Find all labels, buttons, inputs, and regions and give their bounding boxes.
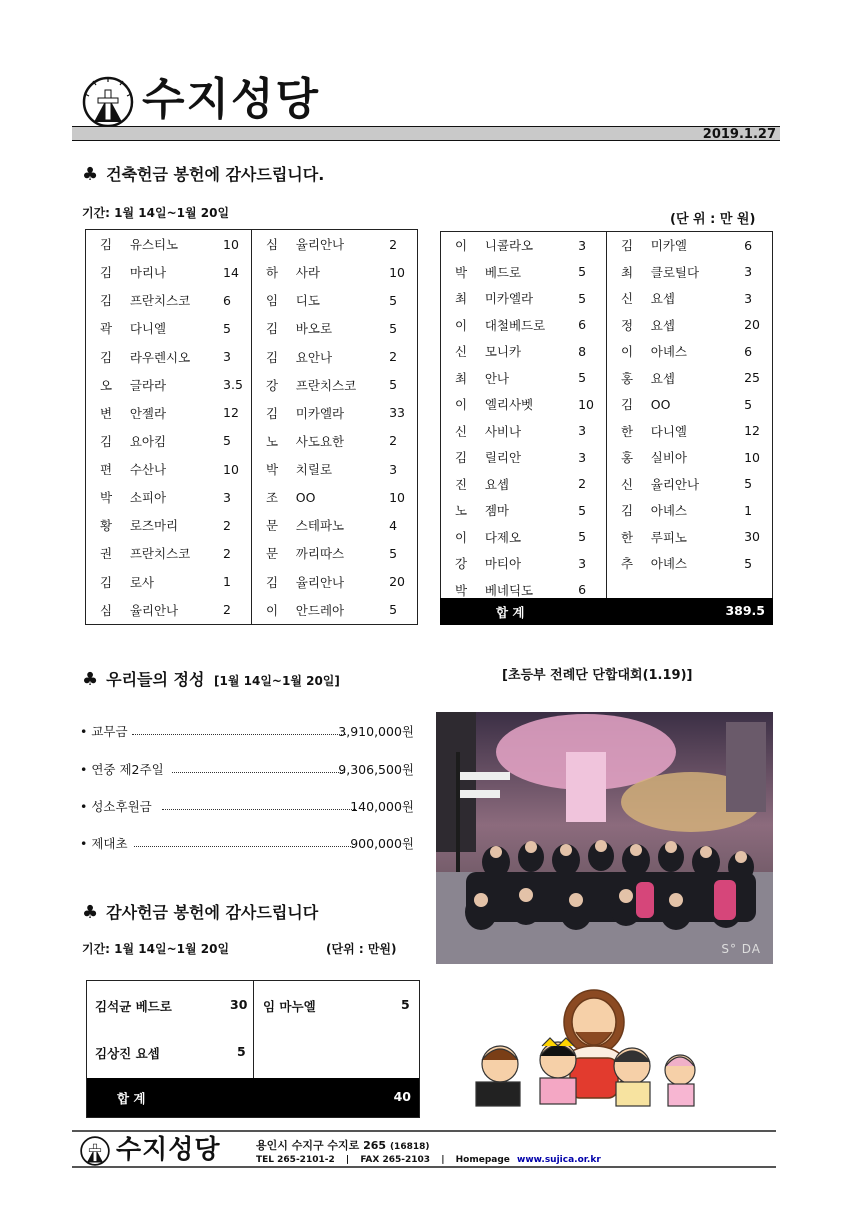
donor-surname: 이 — [455, 397, 468, 413]
footer-zip: (16818) — [389, 1142, 430, 1152]
donor-name: 요셉 — [650, 370, 675, 386]
donor-surname: 신 — [455, 344, 468, 360]
donor-amount: 2 — [223, 545, 231, 561]
donor-amount: 8 — [578, 343, 587, 359]
donor-name: 릴리안 — [484, 450, 522, 466]
donor-amount: 3.5 — [223, 377, 243, 393]
donor-surname: 변 — [100, 405, 113, 421]
donor-name: 안나 — [484, 370, 509, 386]
building-period: 기간: 1월 14일~1월 20일 — [82, 206, 230, 220]
thanks-col-divider — [253, 981, 254, 1078]
donor-name: 치릴로 — [295, 462, 333, 478]
donor-surname: 조 — [251, 483, 295, 511]
dotted-leader — [172, 772, 345, 773]
footer-tel: TEL 265-2101-2 — [256, 1155, 335, 1165]
donor-amount: 5 — [223, 433, 231, 449]
donor-surname: 이 — [455, 529, 468, 545]
donor-surname: 최 — [606, 259, 650, 286]
building-heading-text: 건축헌금 봉헌에 감사드립니다. — [106, 165, 325, 184]
donor-amount: 3 — [578, 555, 587, 571]
building-unit: (단 위 : 만 원) — [670, 212, 756, 227]
donor-surname: 문 — [251, 511, 295, 539]
donor-name: 엘리사벳 — [484, 397, 534, 413]
thanks-name-3: 김상진 요셉 — [95, 1046, 160, 1061]
offering-amount: 3,910,000원 — [338, 724, 414, 739]
donor-row — [86, 539, 418, 567]
donor-name: OO — [295, 489, 316, 505]
donor-row — [441, 444, 773, 471]
donor-surname: 신 — [606, 285, 650, 312]
donor-surname: 신 — [606, 471, 650, 498]
donor-name: 프란치스코 — [129, 293, 191, 309]
event-photo — [436, 712, 773, 964]
donor-surname: 한 — [606, 418, 650, 445]
donor-amount: 33 — [389, 405, 405, 421]
donor-name: 모니카 — [484, 344, 522, 360]
donor-name: 프란치스코 — [129, 546, 191, 562]
donor-surname: 노 — [455, 503, 468, 519]
church-logo-icon — [82, 76, 134, 128]
donor-row — [441, 312, 773, 339]
donor-amount: 4 — [389, 517, 398, 533]
thanks-heading-text: 감사헌금 봉헌에 감사드립니다 — [106, 903, 319, 922]
footer-title: 수지성당 — [116, 1135, 221, 1165]
donor-amount: 5 — [744, 396, 753, 412]
donor-surname: 홍 — [606, 365, 650, 392]
donor-name: 요셉 — [650, 291, 675, 307]
donor-name: 로사 — [129, 574, 154, 590]
offering-label: • 성소후원금 — [80, 799, 152, 814]
donor-name: 아녜스 — [650, 344, 687, 360]
building-total-row — [440, 598, 773, 625]
donor-amount: 1 — [223, 574, 231, 590]
donor-amount: 3 — [578, 423, 587, 439]
offering-heading — [82, 667, 340, 690]
building-total-value: 389.5 — [725, 603, 765, 618]
donor-surname: 김 — [100, 349, 113, 365]
donor-surname: 박 — [100, 490, 113, 506]
thanks-value-3: 5 — [237, 1044, 246, 1059]
donor-name: 소피아 — [129, 490, 167, 506]
donor-surname: 김 — [251, 343, 295, 371]
offering-label: • 연중 제2주일 — [80, 762, 164, 777]
donor-surname: 김 — [100, 237, 113, 253]
footer-bottom-line — [72, 1166, 776, 1168]
donor-amount: 6 — [578, 317, 587, 333]
photo-caption: [초등부 전례단 단합대회(1.19)] — [502, 668, 693, 683]
donor-row — [86, 568, 418, 596]
donor-amount: 12 — [223, 405, 239, 421]
donor-row — [441, 232, 773, 259]
donor-surname: 문 — [251, 539, 295, 567]
donor-amount: 6 — [744, 343, 753, 359]
donor-amount: 20 — [744, 317, 760, 333]
donor-surname: 한 — [606, 524, 650, 551]
donor-amount: 5 — [223, 320, 231, 336]
donor-name: 안젤라 — [129, 405, 167, 421]
donor-surname: 이 — [251, 596, 295, 625]
donor-row — [441, 418, 773, 445]
offering-label: • 교무금 — [80, 724, 128, 739]
donor-surname: 최 — [455, 291, 468, 307]
donor-amount: 3 — [744, 290, 753, 306]
donor-row — [86, 511, 418, 539]
donor-name: 젬마 — [484, 503, 509, 519]
dotted-leader — [132, 734, 346, 735]
donor-surname: 박 — [455, 264, 468, 280]
donor-row — [86, 230, 418, 259]
donor-amount: 5 — [744, 476, 753, 492]
donor-name: 디도 — [295, 293, 320, 309]
donor-name: 수산나 — [129, 462, 167, 478]
jesus-children-illustration — [466, 988, 706, 1110]
donor-amount: 10 — [578, 396, 594, 412]
donor-name: 미카엘라 — [295, 405, 345, 421]
header-divider — [72, 126, 780, 141]
donor-row — [86, 596, 418, 625]
donor-name: 루피노 — [650, 529, 687, 545]
donor-surname: 하 — [251, 258, 295, 286]
thanks-value-2: 5 — [401, 997, 410, 1012]
thanks-total-value: 40 — [393, 1089, 411, 1104]
donor-name: 요안나 — [295, 349, 333, 365]
homepage-link[interactable]: www.sujica.or.kr — [517, 1155, 601, 1165]
donor-surname: 최 — [455, 370, 468, 386]
donor-name: 요셉 — [484, 476, 509, 492]
building-donor-table-left — [85, 229, 418, 625]
donor-amount: 2 — [578, 476, 587, 492]
donor-surname: 임 — [251, 286, 295, 314]
donor-surname: 이 — [455, 238, 468, 254]
donor-amount: 3 — [223, 349, 231, 365]
donor-name: 미카엘 — [650, 238, 687, 254]
donor-name: 대철베드로 — [484, 317, 546, 333]
issue-date: 2019.1.27 — [702, 127, 776, 142]
building-total-label: 합 계 — [496, 605, 525, 620]
offering-amount: 900,000원 — [350, 836, 414, 851]
donor-surname: 추 — [606, 550, 650, 577]
donor-row — [441, 338, 773, 365]
donor-amount: 5 — [578, 502, 587, 518]
donor-name: 다니엘 — [650, 423, 687, 439]
donor-surname: 김 — [455, 450, 468, 466]
donor-row — [441, 391, 773, 418]
church-logo-icon — [80, 1136, 110, 1166]
donor-name: 사비나 — [484, 423, 522, 439]
donor-amount: 5 — [578, 264, 587, 280]
club-icon: ♣ — [82, 902, 99, 923]
donor-amount: 20 — [389, 574, 405, 590]
donor-amount: 14 — [223, 264, 239, 280]
donor-amount: 6 — [578, 582, 587, 598]
donor-amount: 2 — [223, 517, 231, 533]
thanks-unit: (단위 : 만원) — [326, 942, 397, 956]
group-photo-image — [436, 712, 773, 964]
donor-surname: 심 — [100, 602, 113, 618]
donor-surname: 김 — [606, 232, 650, 259]
donor-amount: 2 — [389, 433, 398, 449]
donor-row — [441, 550, 773, 577]
offering-heading-text: 우리들의 정성 — [106, 670, 205, 689]
donor-surname: 곽 — [100, 321, 113, 337]
donor-name: 사라 — [295, 265, 320, 281]
thanks-heading — [82, 900, 318, 923]
donor-name: 바오로 — [295, 321, 333, 337]
donor-amount: 30 — [744, 529, 760, 545]
donor-surname: 권 — [100, 546, 113, 562]
offering-label: • 제대초 — [80, 836, 128, 851]
footer-address-line — [256, 1137, 429, 1153]
donor-name: 다니엘 — [129, 321, 167, 337]
donor-surname: 이 — [606, 338, 650, 365]
donor-name: 니콜라오 — [484, 238, 534, 254]
donor-name: 마티아 — [484, 556, 522, 572]
donor-name: 실비아 — [650, 450, 687, 466]
donor-name: 아녜스 — [650, 503, 687, 519]
donor-name: 율리안나 — [129, 602, 179, 618]
donor-row — [86, 286, 418, 314]
building-donor-table-right — [440, 231, 773, 604]
donor-surname: 노 — [251, 427, 295, 455]
donor-name: 미카엘라 — [484, 291, 534, 307]
donor-amount: 10 — [389, 489, 405, 505]
dotted-leader — [134, 846, 353, 847]
donor-surname: 황 — [100, 518, 113, 534]
donor-surname: 신 — [455, 423, 468, 439]
donor-amount: 6 — [223, 292, 231, 308]
donor-name: 율리안나 — [295, 574, 345, 590]
donor-name: 클로틸다 — [650, 264, 700, 280]
donor-row — [441, 471, 773, 498]
donor-row — [86, 399, 418, 427]
donor-row — [86, 483, 418, 511]
donor-row — [86, 427, 418, 455]
thanks-name-1: 김석균 베드로 — [95, 999, 172, 1014]
donor-surname: 박 — [455, 582, 468, 598]
donor-name: 율리안나 — [650, 476, 700, 492]
donor-surname: 김 — [251, 314, 295, 342]
donor-surname: 정 — [606, 312, 650, 339]
donor-row — [441, 365, 773, 392]
donor-amount: 5 — [744, 555, 753, 571]
thanks-name-2: 임 마누엘 — [263, 999, 316, 1014]
donor-name: 까리따스 — [295, 546, 345, 562]
donor-amount: 12 — [744, 423, 760, 439]
footer-contact-line — [256, 1155, 601, 1165]
donor-row — [441, 259, 773, 286]
thanks-total-label: 합 계 — [117, 1091, 146, 1106]
donor-surname: 김 — [251, 568, 295, 596]
donor-name: 베드로 — [484, 264, 522, 280]
donor-row — [86, 343, 418, 371]
donor-surname: 이 — [455, 317, 468, 333]
donor-amount: 2 — [389, 349, 398, 365]
donor-row — [441, 285, 773, 312]
club-icon: ♣ — [82, 164, 99, 185]
donor-amount: 3 — [223, 489, 231, 505]
footer-sep-1: | — [345, 1155, 350, 1165]
donor-amount: 5 — [389, 377, 398, 393]
offering-amount: 140,000원 — [350, 799, 414, 814]
donor-row — [441, 524, 773, 551]
donor-surname: 박 — [251, 455, 295, 483]
thanks-total-row — [87, 1078, 419, 1117]
donor-row — [441, 497, 773, 524]
footer-homepage-label: Homepage — [455, 1155, 510, 1165]
donor-name: 요아킴 — [129, 433, 167, 449]
donor-row — [86, 258, 418, 286]
donor-amount: 1 — [744, 502, 753, 518]
donor-surname: 김 — [100, 265, 113, 281]
donor-amount: 10 — [389, 264, 405, 280]
donor-amount: 3 — [578, 449, 587, 465]
footer-sep-2: | — [441, 1155, 445, 1165]
donor-surname: 김 — [606, 391, 650, 418]
donor-surname: 편 — [100, 462, 113, 478]
offering-amount: 9,306,500원 — [338, 762, 414, 777]
thanks-period: 기간: 1월 14일~1월 20일 — [82, 942, 230, 956]
donor-name: 베네딕도 — [484, 582, 534, 598]
donor-amount: 3 — [389, 461, 398, 477]
donor-amount: 10 — [223, 236, 239, 252]
donor-amount: 6 — [744, 237, 753, 253]
donor-row — [86, 314, 418, 342]
footer-top-line — [72, 1130, 776, 1132]
footer-address: 용인시 수지구 수지로 265 — [256, 1139, 387, 1152]
donor-amount: 3 — [744, 264, 753, 280]
thanks-table — [86, 980, 420, 1118]
donor-surname: 홍 — [606, 444, 650, 471]
offering-period: [1월 14일~1월 20일] — [214, 674, 340, 688]
donor-name: 유스티노 — [129, 237, 179, 253]
donor-surname: 진 — [455, 476, 468, 492]
donor-amount: 10 — [223, 461, 239, 477]
building-heading — [82, 162, 324, 185]
donor-name: OO — [650, 396, 671, 412]
donor-surname: 강 — [251, 371, 295, 399]
donor-amount: 25 — [744, 370, 760, 386]
donor-row — [86, 455, 418, 483]
donor-name: 아녜스 — [650, 556, 687, 572]
donor-amount: 5 — [578, 290, 587, 306]
donor-name: 마리나 — [129, 265, 167, 281]
donor-name: 요셉 — [650, 317, 675, 333]
donor-amount: 5 — [389, 545, 398, 561]
donor-surname: 심 — [251, 230, 295, 259]
donor-surname: 오 — [100, 377, 113, 393]
club-icon: ♣ — [82, 669, 99, 690]
donor-surname: 김 — [251, 399, 295, 427]
donor-name: 로즈마리 — [129, 518, 179, 534]
donor-amount: 2 — [223, 602, 231, 618]
donor-amount: 5 — [389, 292, 398, 308]
thanks-value-1: 30 — [230, 997, 248, 1012]
donor-surname: 김 — [100, 433, 113, 449]
donor-surname: 김 — [606, 497, 650, 524]
photo-watermark: S° DA — [721, 942, 761, 956]
donor-amount: 10 — [744, 449, 760, 465]
donor-surname: 김 — [100, 293, 113, 309]
donor-name: 스테파노 — [295, 518, 345, 534]
donor-name: 프란치스코 — [295, 377, 357, 393]
donor-name: 글라라 — [129, 377, 167, 393]
donor-name: 다제오 — [484, 529, 522, 545]
donor-name: 율리안나 — [295, 237, 345, 253]
donor-surname: 김 — [100, 574, 113, 590]
donor-name: 라우렌시오 — [129, 349, 191, 365]
donor-row — [86, 371, 418, 399]
donor-amount: 5 — [578, 529, 587, 545]
donor-amount: 5 — [389, 320, 398, 336]
donor-amount: 5 — [578, 370, 587, 386]
donor-name: 안드레아 — [295, 602, 345, 618]
footer-fax: FAX 265-2103 — [360, 1155, 431, 1165]
donor-name: 사도요한 — [295, 433, 345, 449]
page-title: 수지성당 — [142, 74, 321, 125]
donor-surname: 강 — [455, 556, 468, 572]
donor-amount: 2 — [389, 236, 398, 252]
dotted-leader — [162, 809, 356, 810]
donor-amount: 5 — [389, 602, 398, 618]
donor-amount: 3 — [578, 237, 587, 253]
